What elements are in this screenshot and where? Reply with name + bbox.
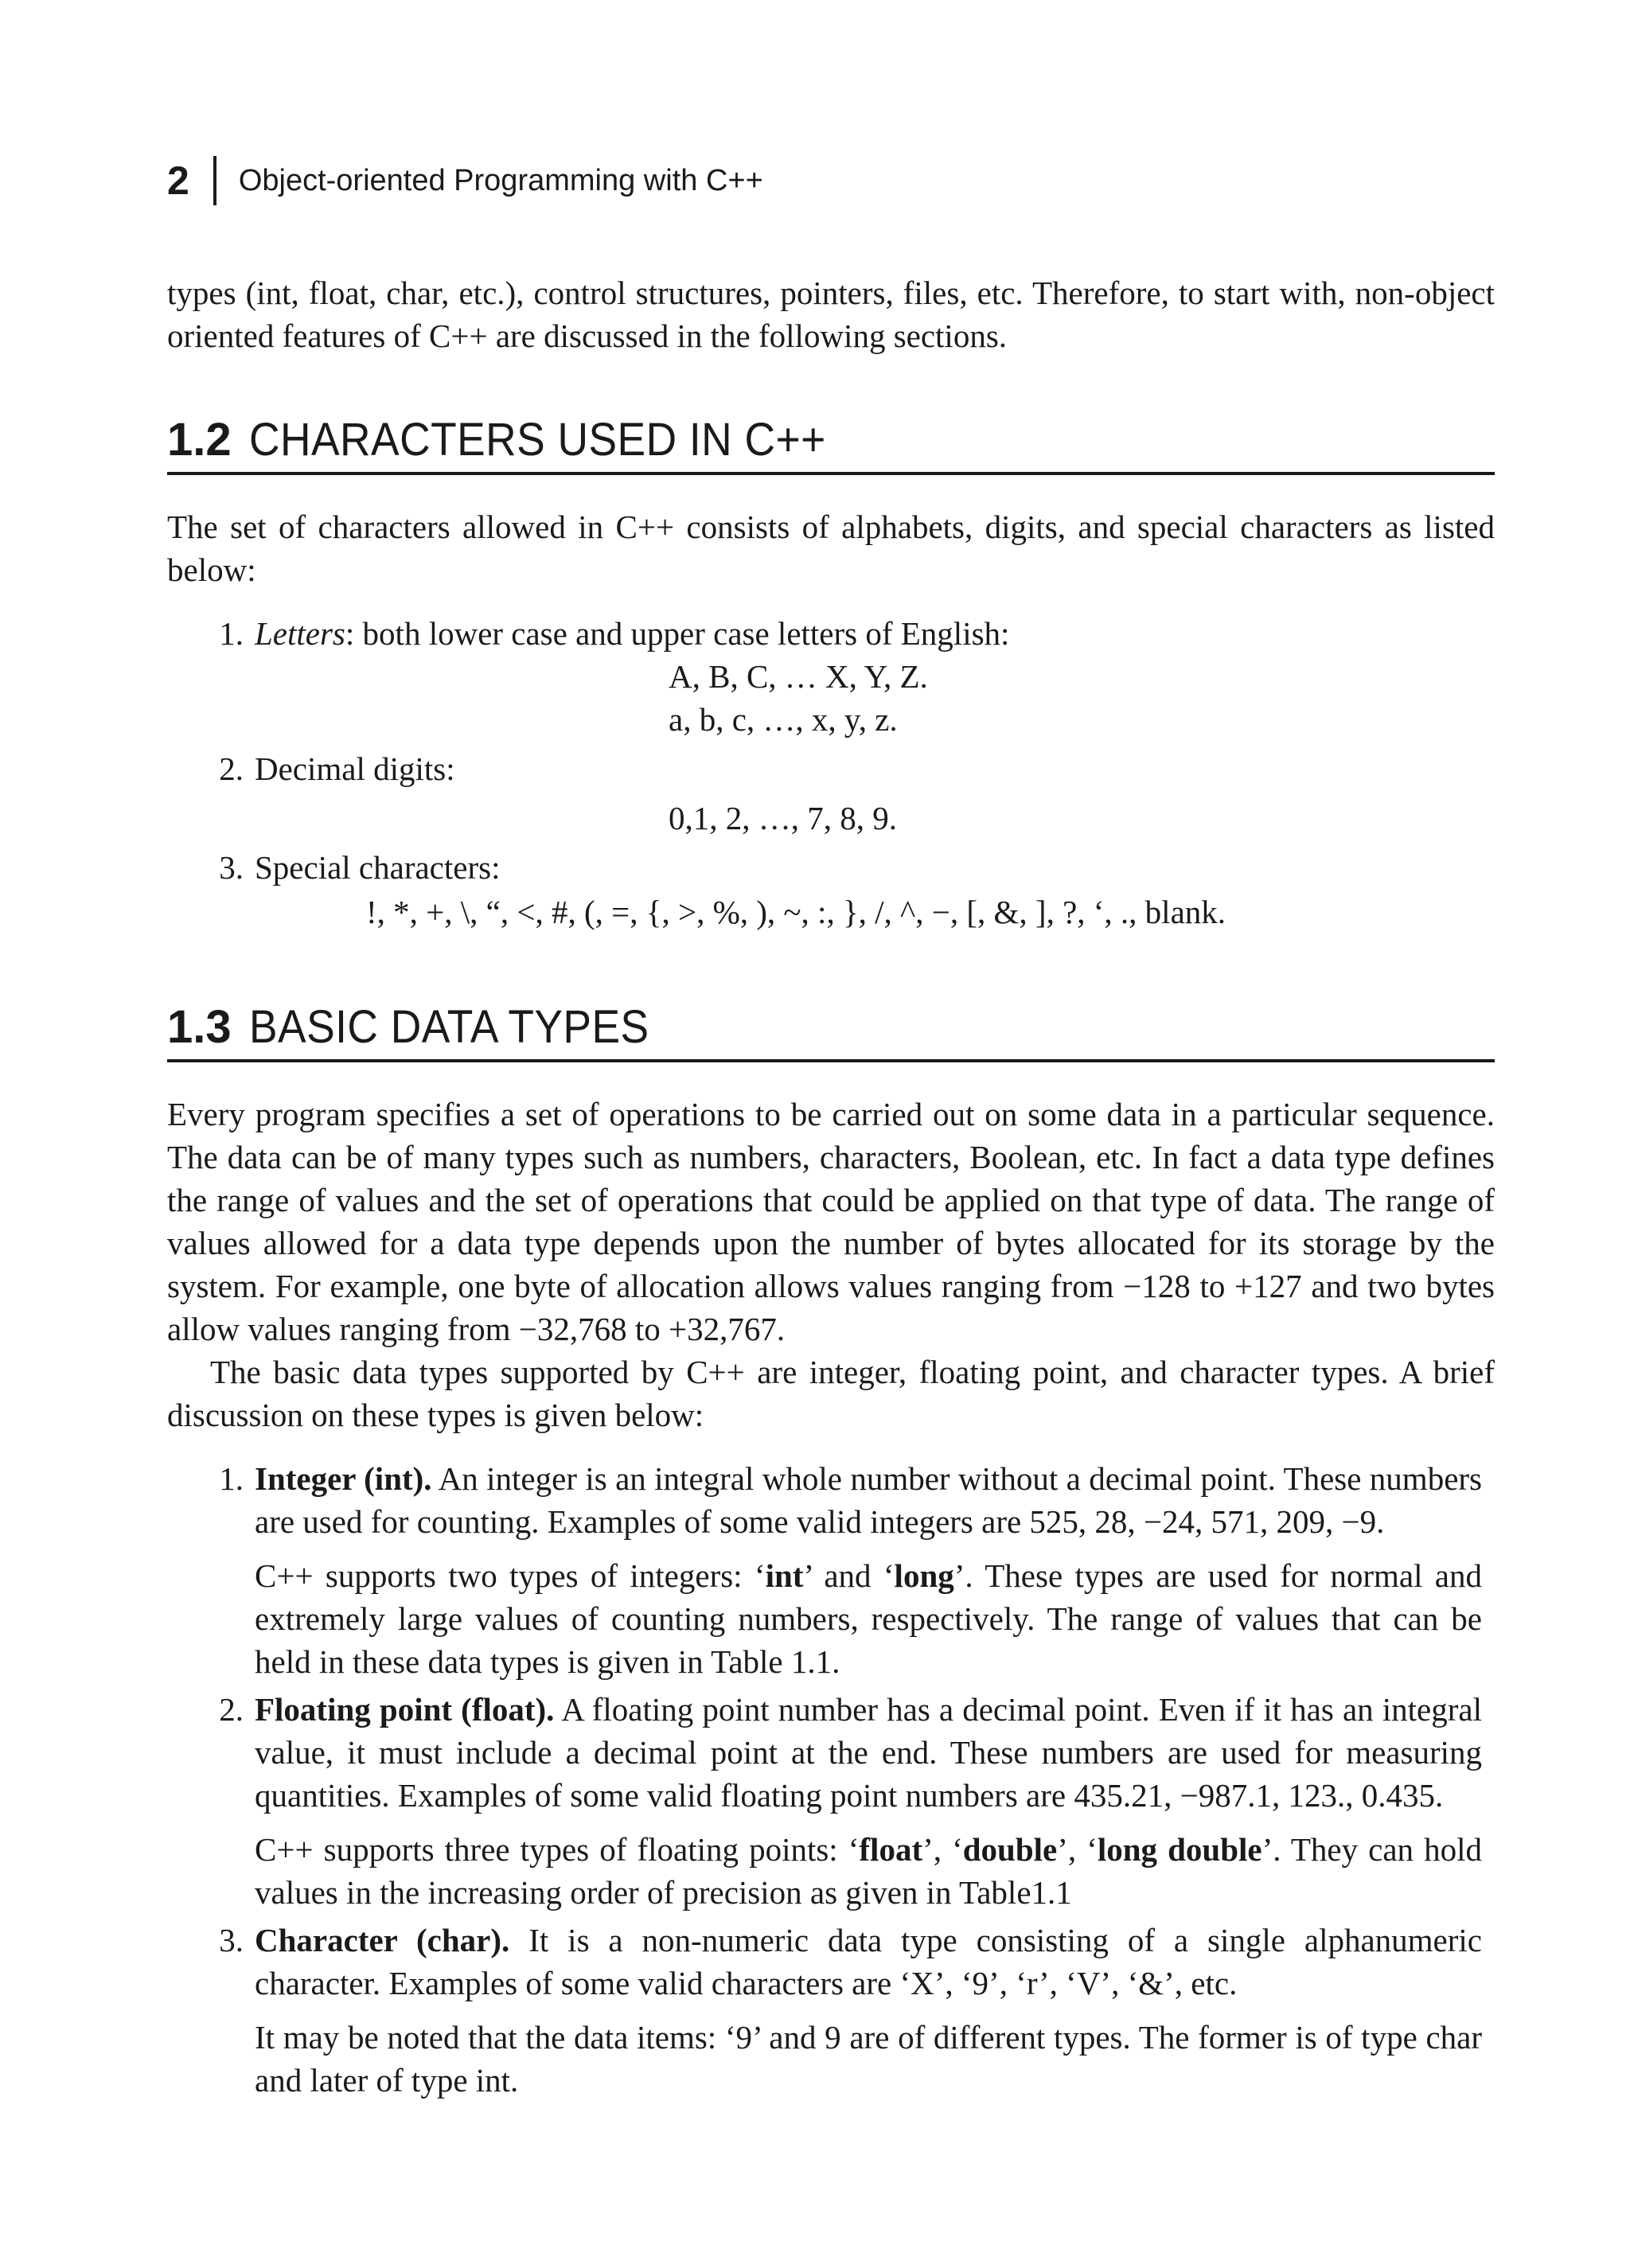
letters-uppercase: A, B, C, … X, Y, Z. (669, 657, 928, 695)
section-heading-1-3 (167, 1002, 1495, 1062)
list-item (167, 1919, 1495, 2102)
header-divider (213, 156, 216, 205)
item-paragraph: It may be noted that the data items: ‘9’ and 9 are of different types. The former is of type char and later of type int. (255, 2018, 1482, 2098)
item-text: An integer is an integral whole number without a decimal point. These numbers are used for counting. Examples of some valid integers are 525, 28, −24, 571, 209, −9. (255, 1459, 1482, 1540)
item-text: It is a non-numeric data type consisting of a single alphanumeric character. Examples of some valid characters are ‘X’, ‘9’, ‘r’, ‘V’, ‘&’, etc. (255, 1921, 1483, 2001)
item-text: Decimal digits: (255, 750, 455, 787)
running-header (167, 155, 1495, 206)
data-types-list (167, 1457, 1495, 2102)
item-term: Character (char). (255, 1921, 510, 1958)
list-item-content (255, 747, 1495, 840)
character-list (167, 612, 1495, 933)
section-heading-1-2 (167, 415, 1495, 475)
item-text: Special characters: (255, 848, 501, 886)
list-item (167, 1457, 1495, 1683)
list-marker: 2. (219, 750, 244, 787)
list-marker: 3. (219, 1921, 244, 1958)
list-item (167, 1688, 1495, 1914)
list-item-content (255, 612, 1495, 741)
item-paragraph: C++ supports three types of floating points: ‘float’, ‘double’, ‘long double’. They can hold values in the increasing order of precision as given in Table1.1 (255, 1830, 1482, 1911)
list-item-content (255, 1919, 1495, 2102)
list-marker: 1. (219, 1459, 244, 1497)
data-types-intro-paragraph: The basic data types supported by C++ are integer, floating point, and character types. A brief discussion on these types is given below: (167, 1353, 1495, 1433)
list-item (167, 846, 1495, 933)
book-page (167, 155, 1495, 2102)
item-text: A floating point number has a decimal point. Even if it has an integral value, it must include a decimal point at the end. These numbers are used for measuring quantities. Examples of some valid floating point numbers are 435.21, −987.1, 123., 0.435. (255, 1690, 1482, 1814)
list-item (167, 612, 1495, 741)
letters-lowercase: a, b, c, …, x, y, z. (669, 700, 898, 738)
item-label: Letters (255, 614, 345, 652)
list-item-content (255, 1688, 1495, 1914)
item-paragraph: C++ supports two types of integers: ‘int’ and ‘long’. These types are used for normal and extremely large values of counting numbers, respectively. The range of values that can be held in these data types is given in Table 1.1. (255, 1557, 1482, 1680)
item-term: Integer (int). (255, 1459, 432, 1497)
data-types-paragraph: Every program specifies a set of operations to be carried out on some data in a particular sequence. The data can be of many types such as numbers, characters, Boolean, etc. In fact a data type defines the range of values and the set of operations that could be applied on that type of data. The range of values allowed for a data type depends upon the number of bytes allocated for its storage by the system. For example, one byte of allocation allows values ranging from −128 to +127 and two bytes allow values ranging from −32,768 to +32,767. (167, 1095, 1495, 1347)
list-item-content (255, 846, 1495, 933)
digits-line: 0,1, 2, …, 7, 8, 9. (669, 799, 897, 836)
list-marker: 2. (219, 1690, 244, 1728)
page-number: 2 (167, 158, 189, 203)
section-title: CHARACTERS USED IN C++ (248, 414, 826, 466)
intro-paragraph: types (int, float, char, etc.), control structures, pointers, files, etc. Therefore, to start with, non-object oriented features of C++ are discussed in the following sections. (167, 275, 1495, 354)
section-number: 1.3 (167, 1000, 232, 1053)
list-marker: 3. (219, 848, 244, 886)
list-item-content (255, 1457, 1495, 1683)
section-lead-paragraph: The set of characters allowed in C++ consists of alphabets, digits, and special characters as listed below: (167, 508, 1495, 588)
section-title: BASIC DATA TYPES (248, 1000, 649, 1053)
section-number: 1.2 (167, 414, 232, 466)
item-term: Floating point (float). (255, 1690, 555, 1728)
item-text: : both lower case and upper case letters of English: (345, 614, 1010, 652)
special-characters-line: !, *, +, \, “, <, #, (, =, {, >, %, ), ~, :, }, /, ^, −, [, &, ], ?, ‘, ., blank. (366, 893, 1226, 930)
running-title: Object-oriented Programming with C++ (238, 164, 763, 197)
list-item (167, 747, 1495, 840)
list-marker: 1. (219, 614, 244, 652)
